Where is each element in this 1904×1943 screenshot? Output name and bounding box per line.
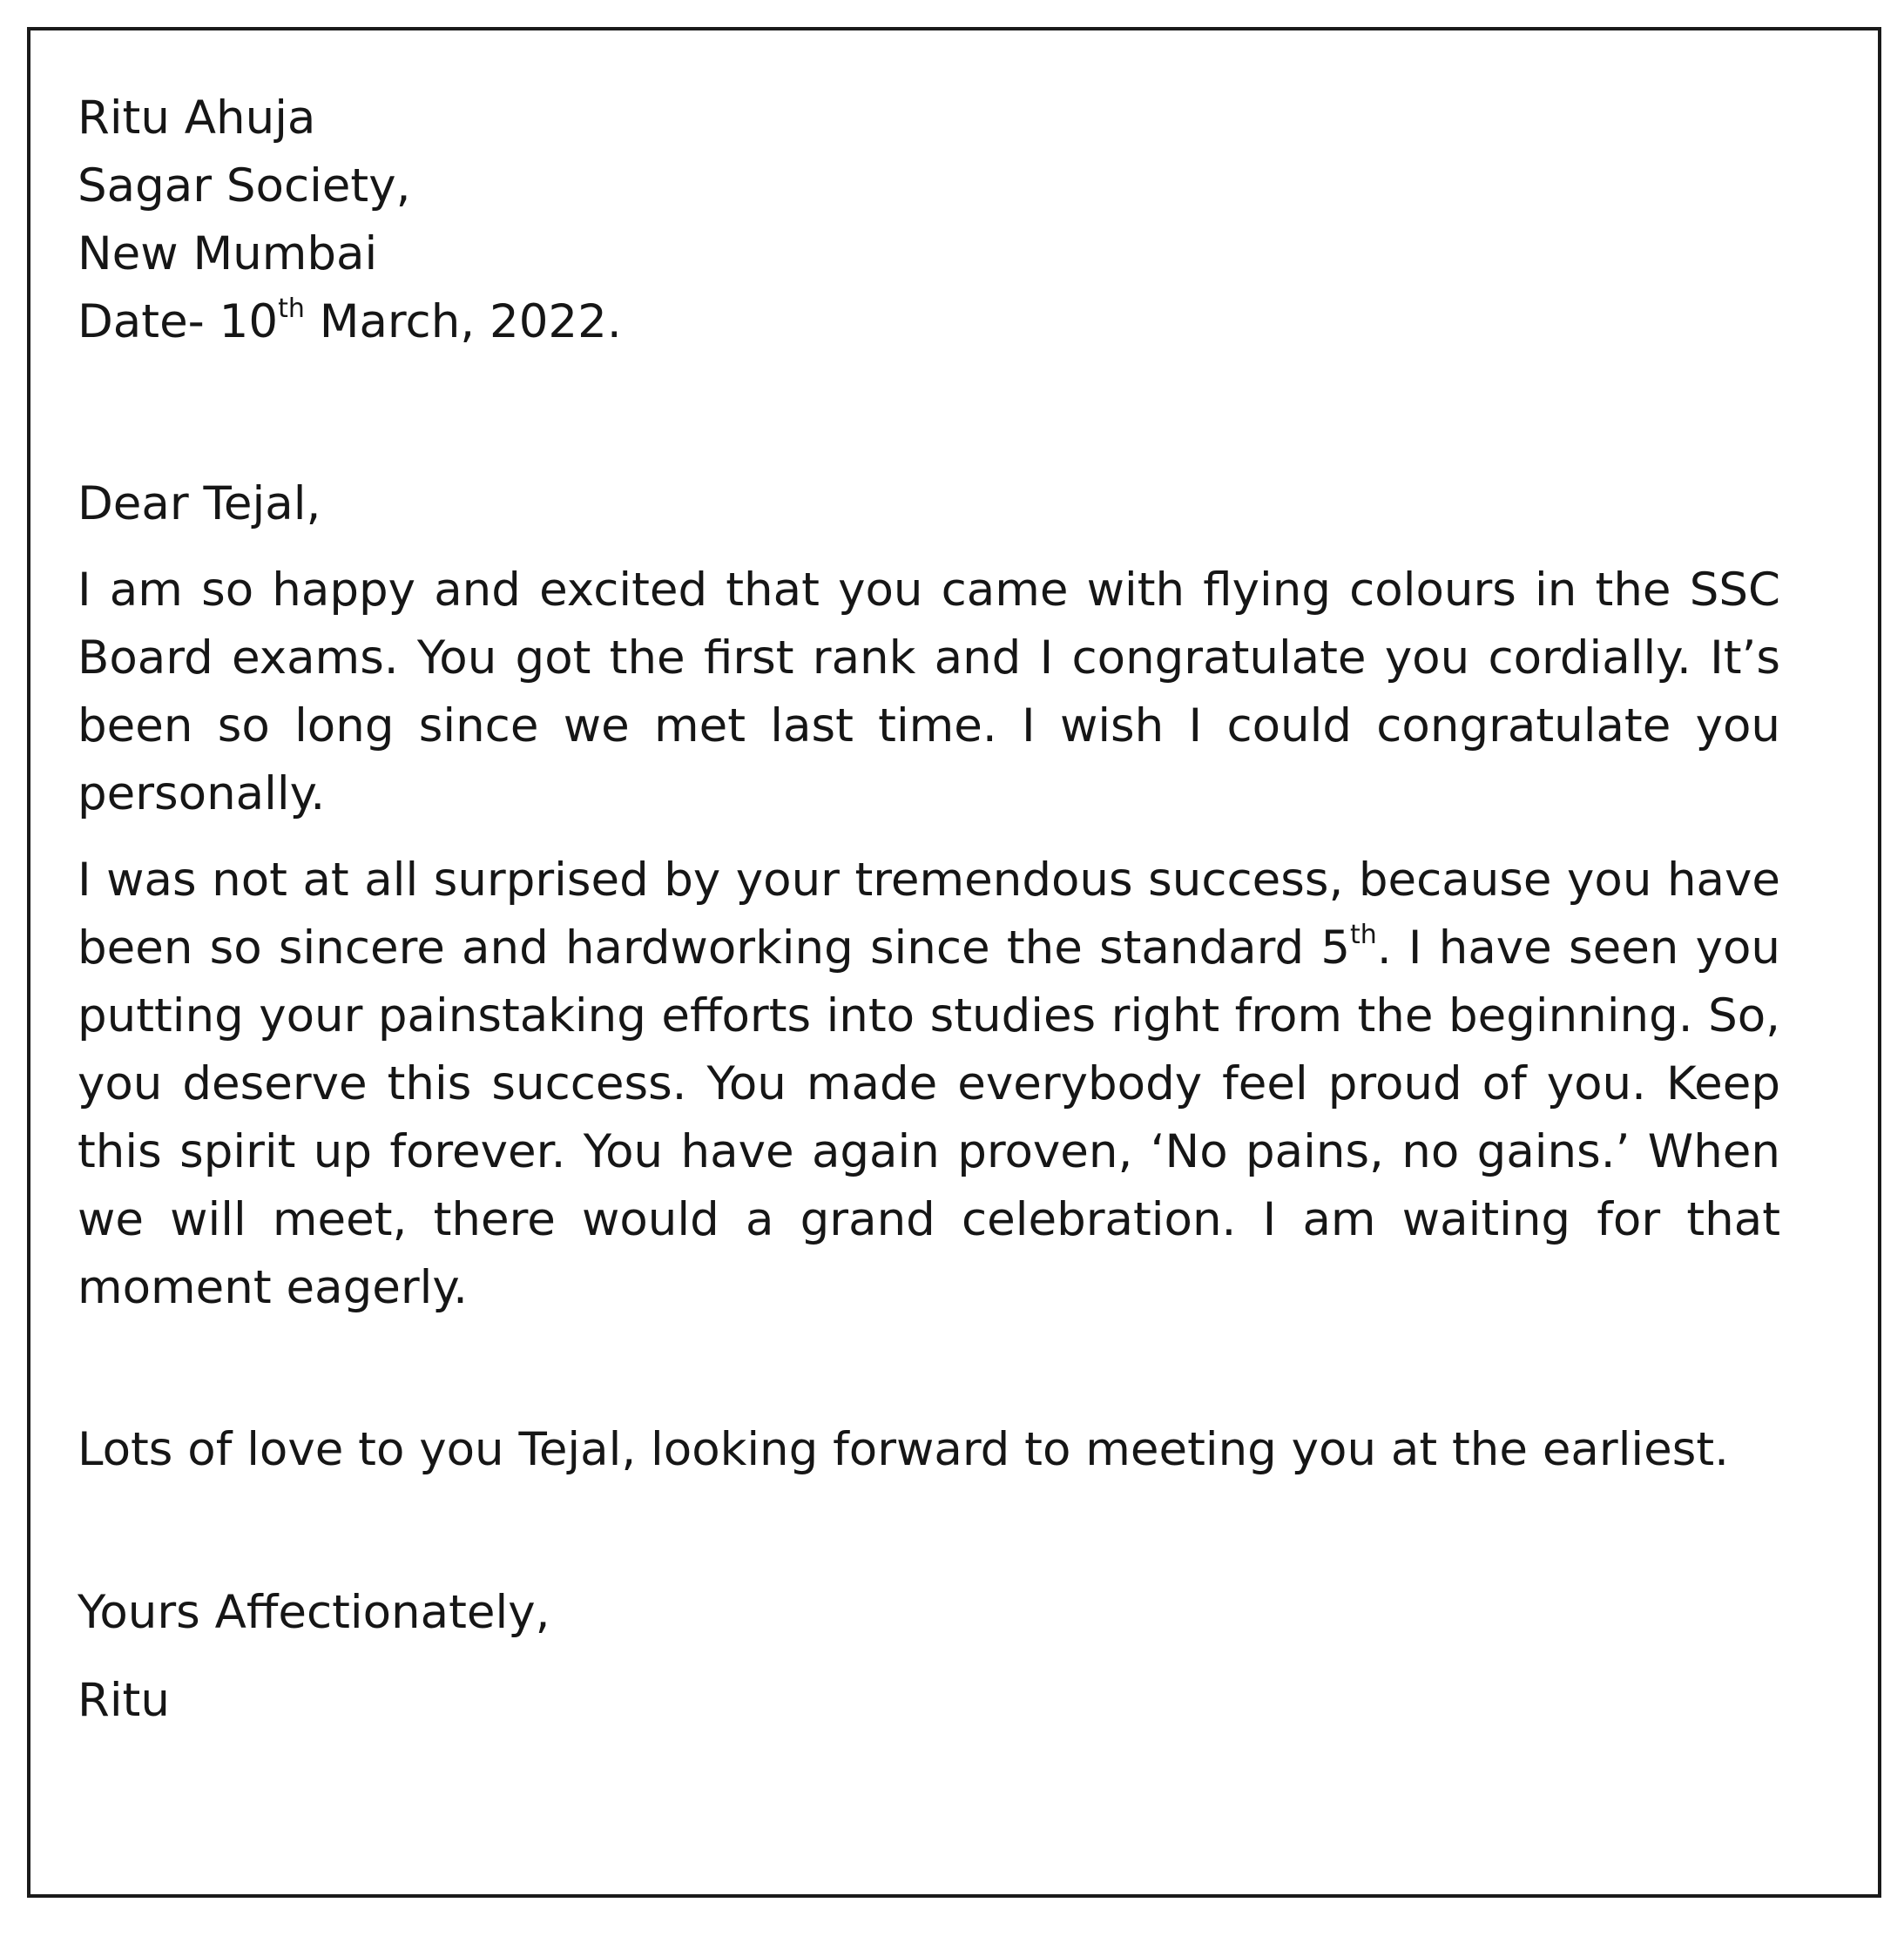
sender-address-line2: New Mumbai — [78, 227, 378, 280]
sender-address-block — [78, 84, 1780, 356]
signature: Ritu — [78, 1674, 170, 1727]
sender-name: Ritu Ahuja — [78, 91, 316, 145]
closing-paragraph: Lots of love to you Tejal, looking forward to meeting you at the earliest. — [78, 1423, 1729, 1476]
date-prefix: Date- 10 — [78, 295, 279, 348]
body-paragraph-1: I am so happy and excited that you came with flying colours in the SSC Board exams. You got the first rank and I congratulate you cordially. It’s been so long since we met last time. I wish I could congratulate you personally. — [78, 563, 1780, 820]
salutation: Dear Tejal, — [78, 477, 321, 530]
paragraph2-part1: I was not at all surprised by your tremendous success, because you have been so sincere and hardworking since the standard 5 — [78, 853, 1780, 975]
date-suffix: March, 2022. — [304, 295, 622, 348]
body-paragraph-2 — [78, 847, 1780, 1322]
letter-body — [78, 84, 1780, 1735]
paragraph2-part2: . I have seen you putting your painstaking efforts into studies right from the beginning. So, you deserve this success. You made everybody feel proud of you. Keep this spirit up forever. You have again proven, ‘No pains, no gains.’ When we will meet, there would a grand celebration. I am waiting for that moment eagerly. — [78, 921, 1780, 1314]
date-superscript: th — [278, 293, 305, 325]
letter-date — [78, 288, 1780, 356]
sender-address-line1: Sagar Society, — [78, 159, 411, 213]
signoff: Yours Affectionately, — [78, 1586, 550, 1639]
standard-superscript: th — [1350, 920, 1377, 951]
